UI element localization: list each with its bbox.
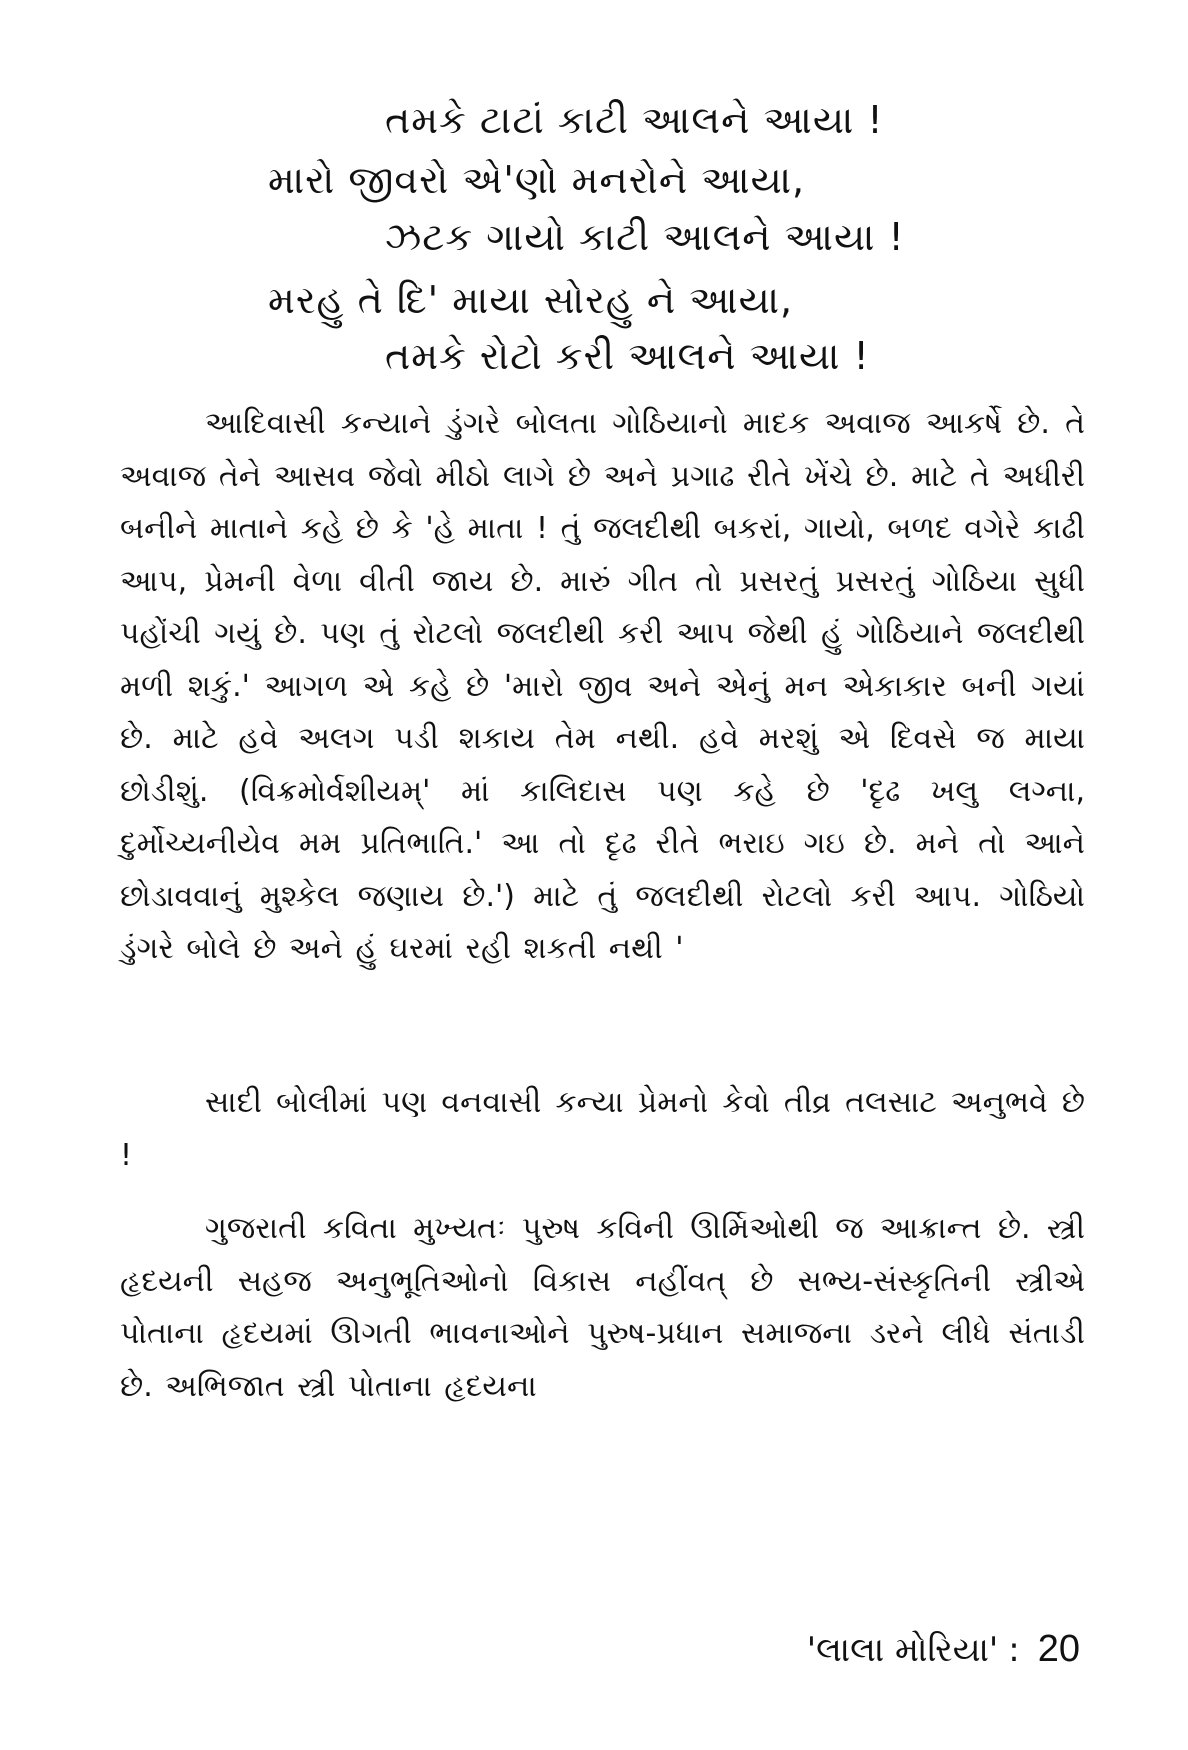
page-footer [807, 1625, 1080, 1674]
poem-line: મરહુ તે દિ' માયા સોરહુ ને આયા, [268, 278, 794, 322]
running-book-title: 'લાલા મોરિયા' [806, 1630, 999, 1670]
paragraph-explanation: આદિવાસી કન્યાને ડુંગરે બોલતા ગોઠિયાનો માદક અવાજ આકર્ષે છે. તે અવાજ તેને આસવ જેવો મીઠો લાગે છે અને પ્રગાઢ રીતે ખેંચે છે. માટે તે અધીરી બનીને માતાને કહે છે કે 'હે માતા ! તું જલદીથી બકરાં, ગાયો, બળદ વગેરે કાઢી આપ, પ્રેમની વેળા વીતી જાય છે. મારું ગીત તો પ્રસરતું પ્રસરતું ગોઠિયા સુધી પહોંચી ગયું છે. પણ તું રોટલો જલદીથી કરી આપ જેથી હું ગોઠિયાને જલદીથી મળી શકું.' આગળ એ કહે છે 'મારો જીવ અને એનું મન એકાકાર બની ગયાં છે. માટે હવે અલગ પડી શકાય તેમ નથી. હવે મરશું એ દિવસે જ માયા છોડીશું. (વિક્રમોર્વશીયમ્' માં કાલિદાસ પણ કહે છે 'દૃઢ ખલુ લગ્ના, દુર્મોચ્યનીયેવ મમ પ્રતિભાતિ.' આ તો દૃઢ રીતે ભરાઇ ગઇ છે. મને તો આને છોડાવવાનું મુશ્કેલ જણાય છે.') માટે તું જલદીથી રોટલો કરી આપ. ગોઠિયો ડુંગરે બોલે છે અને હું ઘરમાં રહી શકતી નથી ' [120, 406, 1085, 966]
paragraph-observation: સાદી બોલીમાં પણ વનવાસી કન્યા પ્રેમનો કેવો તીવ્ર તલસાટ અનુભવે છે ! [120, 1085, 1085, 1173]
page-number: 20 [1037, 1628, 1080, 1670]
footer-separator: : [1008, 1630, 1020, 1670]
poem-line: ઝટક ગાયો કાટી આલને આયા ! [385, 215, 905, 259]
paragraph-gujarati-poetry: ગુજરાતી કવિતા મુખ્યતઃ પુરુષ કવિની ઊર્મિઓથી જ આક્રાન્ત છે. સ્ત્રી હૃદયની સહજ અનુભૂતિઓનો વિકાસ નહીંવત્ છે સભ્ય-સંસ્કૃતિની સ્ત્રીએ પોતાના હૃદયમાં ઊગતી ભાવનાઓને પુરુષ-પ્રધાન સમાજના ડરને લીધે સંતાડી છે. અભિજાત સ્ત્રી પોતાના હૃદયના [120, 1211, 1085, 1404]
poem-line: તમકે રોટો કરી આલને આયા ! [385, 334, 870, 378]
poem-line: મારો જીવરો એ'ણો મનરોને આયા, [268, 158, 806, 202]
poem-line: તમકે ટાટાં કાટી આલને આયા ! [385, 98, 884, 142]
